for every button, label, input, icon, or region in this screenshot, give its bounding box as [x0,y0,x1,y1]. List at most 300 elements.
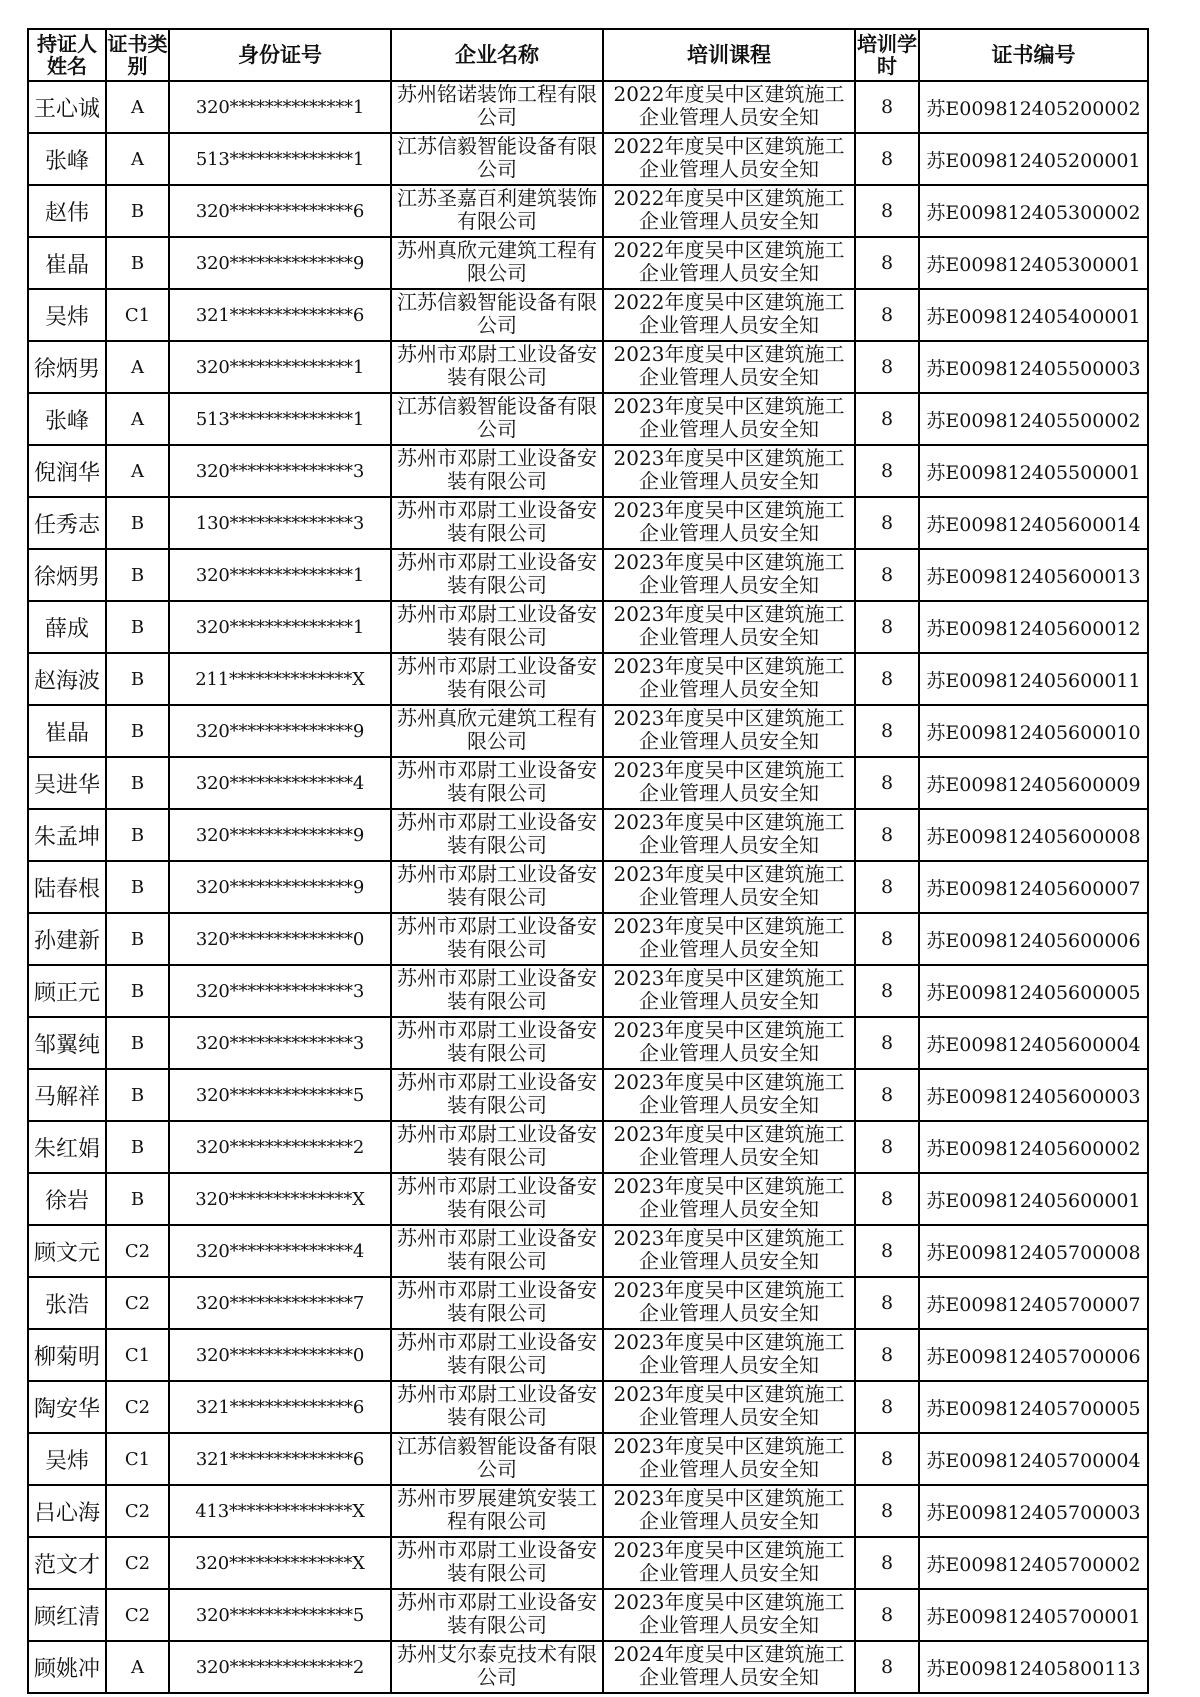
id-number-cell: 320**************5 [169,1069,391,1121]
header-row [28,29,1148,81]
holder-name-cell: 崔晶 [28,705,106,757]
course-cell [603,549,855,601]
company-cell-text: 苏州市邓尉工业设备安装有限公司 [397,966,597,1013]
cert-type-cell: B [106,601,169,653]
holder-name-cell: 朱红娟 [28,1121,106,1173]
cert-no-cell: 苏E009812405300001 [919,237,1148,289]
company-cell [391,809,603,861]
cert-no-cell: 苏E009812405600002 [919,1121,1148,1173]
cert-type-cell: B [106,861,169,913]
table-row [28,1277,1148,1329]
company-cell-text: 江苏信毅智能设备有限公司 [397,394,597,441]
cert-no-cell: 苏E009812405200002 [919,81,1148,133]
table-row [28,393,1148,445]
cert-type-cell: A [106,1641,169,1693]
id-number-cell: 320**************3 [169,445,391,497]
hours-cell: 8 [855,1433,919,1485]
cert-no-cell: 苏E009812405300002 [919,185,1148,237]
id-number-cell: 321**************6 [169,289,391,341]
id-number-cell: 320**************9 [169,861,391,913]
id-number-cell: 320**************2 [169,1121,391,1173]
id-number-cell: 320**************X [169,1537,391,1589]
table-row [28,1173,1148,1225]
hours-cell: 8 [855,1537,919,1589]
company-cell-text: 苏州艾尔泰克技术有限公司 [397,1642,597,1689]
company-cell-text: 苏州市邓尉工业设备安装有限公司 [397,342,597,389]
hours-cell: 8 [855,393,919,445]
hours-cell: 8 [855,861,919,913]
cert-no-cell: 苏E009812405600001 [919,1173,1148,1225]
cert-type-cell: C2 [106,1485,169,1537]
company-cell [391,445,603,497]
cert-type-cell: B [106,1173,169,1225]
company-cell [391,1121,603,1173]
company-cell [391,237,603,289]
table-row [28,1381,1148,1433]
holder-name-cell: 陶安华 [28,1381,106,1433]
company-cell-text: 苏州市邓尉工业设备安装有限公司 [397,758,597,805]
cert-type-cell: B [106,1069,169,1121]
course-cell [603,133,855,185]
cert-no-cell: 苏E009812405600008 [919,809,1148,861]
holder-name-cell: 顾姚冲 [28,1641,106,1693]
company-cell [391,341,603,393]
header-cert-no: 证书编号 [919,29,1148,81]
cert-type-cell: B [106,965,169,1017]
table-row [28,653,1148,705]
id-number-cell: 320**************9 [169,809,391,861]
course-cell-text: 2023年度吴中区建筑施工企业管理人员安全知 [613,1070,845,1117]
course-cell-text: 2023年度吴中区建筑施工企业管理人员安全知 [613,706,845,753]
company-cell [391,185,603,237]
table-row [28,1069,1148,1121]
course-cell-text: 2023年度吴中区建筑施工企业管理人员安全知 [613,446,845,493]
table-row [28,133,1148,185]
id-number-cell: 320**************1 [169,601,391,653]
hours-cell: 8 [855,549,919,601]
hours-cell: 8 [855,653,919,705]
holder-name-cell: 顾文元 [28,1225,106,1277]
id-number-cell: 320**************9 [169,237,391,289]
cert-type-cell: C1 [106,1329,169,1381]
cert-no-cell: 苏E009812405700008 [919,1225,1148,1277]
id-number-cell: 320**************1 [169,81,391,133]
company-cell [391,133,603,185]
holder-name-cell: 徐岩 [28,1173,106,1225]
hours-cell: 8 [855,497,919,549]
cert-type-cell: B [106,1017,169,1069]
company-cell-text: 苏州真欣元建筑工程有限公司 [397,706,597,753]
id-number-cell: 320**************4 [169,1225,391,1277]
cert-no-cell: 苏E009812405700004 [919,1433,1148,1485]
course-cell-text: 2023年度吴中区建筑施工企业管理人员安全知 [613,914,845,961]
id-number-cell: 320**************7 [169,1277,391,1329]
cert-type-cell: B [106,1121,169,1173]
company-cell-text: 苏州市邓尉工业设备安装有限公司 [397,1070,597,1117]
course-cell-text: 2023年度吴中区建筑施工企业管理人员安全知 [613,342,845,389]
holder-name-cell: 朱孟坤 [28,809,106,861]
company-cell [391,1173,603,1225]
course-cell [603,809,855,861]
course-cell-text: 2023年度吴中区建筑施工企业管理人员安全知 [613,550,845,597]
course-cell [603,601,855,653]
course-cell [603,1433,855,1485]
cert-type-cell: C2 [106,1381,169,1433]
company-cell-text: 苏州市邓尉工业设备安装有限公司 [397,1590,597,1637]
cert-no-cell: 苏E009812405700001 [919,1589,1148,1641]
id-number-cell: 320**************1 [169,341,391,393]
company-cell-text: 苏州市邓尉工业设备安装有限公司 [397,498,597,545]
cert-type-cell: A [106,133,169,185]
course-cell [603,237,855,289]
id-number-cell: 320**************3 [169,965,391,1017]
course-cell [603,1225,855,1277]
holder-name-cell: 孙建新 [28,913,106,965]
company-cell-text: 苏州市邓尉工业设备安装有限公司 [397,654,597,701]
course-cell-text: 2022年度吴中区建筑施工企业管理人员安全知 [613,134,845,181]
cert-type-cell: B [106,913,169,965]
cert-type-cell: B [106,653,169,705]
hours-cell: 8 [855,1641,919,1693]
company-cell [391,1485,603,1537]
company-cell-text: 苏州市邓尉工业设备安装有限公司 [397,550,597,597]
cert-type-cell: B [106,757,169,809]
course-cell-text: 2023年度吴中区建筑施工企业管理人员安全知 [613,758,845,805]
company-cell-text: 苏州市邓尉工业设备安装有限公司 [397,1538,597,1585]
course-cell [603,913,855,965]
cert-type-cell: B [106,185,169,237]
hours-cell: 8 [855,705,919,757]
course-cell-text: 2023年度吴中区建筑施工企业管理人员安全知 [613,810,845,857]
hours-cell: 8 [855,913,919,965]
company-cell [391,757,603,809]
course-cell-text: 2023年度吴中区建筑施工企业管理人员安全知 [613,1538,845,1585]
course-cell-text: 2022年度吴中区建筑施工企业管理人员安全知 [613,290,845,337]
cert-no-cell: 苏E009812405600011 [919,653,1148,705]
company-cell-text: 苏州铭诺装饰工程有限公司 [397,82,597,129]
holder-name-cell: 徐炳男 [28,341,106,393]
company-cell [391,1641,603,1693]
cert-no-cell: 苏E009812405600005 [919,965,1148,1017]
table-row [28,913,1148,965]
company-cell-text: 江苏信毅智能设备有限公司 [397,1434,597,1481]
course-cell-text: 2023年度吴中区建筑施工企业管理人员安全知 [613,1278,845,1325]
course-cell [603,1121,855,1173]
course-cell [603,1329,855,1381]
company-cell-text: 苏州市邓尉工业设备安装有限公司 [397,446,597,493]
hours-cell: 8 [855,1381,919,1433]
course-cell-text: 2023年度吴中区建筑施工企业管理人员安全知 [613,1486,845,1533]
cert-type-cell: C2 [106,1537,169,1589]
course-cell-text: 2023年度吴中区建筑施工企业管理人员安全知 [613,1018,845,1065]
company-cell-text: 苏州真欣元建筑工程有限公司 [397,238,597,285]
course-cell-text: 2023年度吴中区建筑施工企业管理人员安全知 [613,1434,845,1481]
course-cell [603,497,855,549]
header-course: 培训课程 [603,29,855,81]
company-cell-text: 江苏圣嘉百利建筑装饰有限公司 [397,186,597,233]
cert-no-cell: 苏E009812405700007 [919,1277,1148,1329]
cert-no-cell: 苏E009812405600014 [919,497,1148,549]
id-number-cell: 320**************0 [169,913,391,965]
company-cell [391,1537,603,1589]
company-cell [391,81,603,133]
cert-type-cell: C2 [106,1277,169,1329]
table-row [28,757,1148,809]
holder-name-cell: 任秀志 [28,497,106,549]
holder-name-cell: 张峰 [28,133,106,185]
hours-cell: 8 [855,1225,919,1277]
course-cell-text: 2023年度吴中区建筑施工企业管理人员安全知 [613,394,845,441]
table-row [28,1017,1148,1069]
cert-type-cell: A [106,81,169,133]
table-row [28,705,1148,757]
table-row [28,965,1148,1017]
table-row [28,861,1148,913]
table-row [28,1589,1148,1641]
table-row [28,185,1148,237]
course-cell-text: 2023年度吴中区建筑施工企业管理人员安全知 [613,498,845,545]
table-row [28,237,1148,289]
company-cell [391,913,603,965]
hours-cell: 8 [855,1485,919,1537]
course-cell-text: 2022年度吴中区建筑施工企业管理人员安全知 [613,238,845,285]
cert-type-cell: A [106,445,169,497]
cert-type-cell: A [106,393,169,445]
course-cell-text: 2023年度吴中区建筑施工企业管理人员安全知 [613,1122,845,1169]
table-row [28,289,1148,341]
company-cell-text: 苏州市邓尉工业设备安装有限公司 [397,602,597,649]
hours-cell: 8 [855,445,919,497]
cert-type-cell: C1 [106,1433,169,1485]
company-cell [391,1277,603,1329]
company-cell [391,861,603,913]
course-cell [603,653,855,705]
hours-cell: 8 [855,1329,919,1381]
course-cell-text: 2023年度吴中区建筑施工企业管理人员安全知 [613,1330,845,1377]
hours-cell: 8 [855,809,919,861]
holder-name-cell: 吴炜 [28,289,106,341]
cert-type-cell: C1 [106,289,169,341]
company-cell-text: 苏州市邓尉工业设备安装有限公司 [397,1382,597,1429]
table-row [28,1225,1148,1277]
holder-name-cell: 徐炳男 [28,549,106,601]
company-cell-text: 苏州市邓尉工业设备安装有限公司 [397,1018,597,1065]
holder-name-cell: 张浩 [28,1277,106,1329]
holder-name-cell: 顾正元 [28,965,106,1017]
id-number-cell: 320**************4 [169,757,391,809]
company-cell-text: 苏州市邓尉工业设备安装有限公司 [397,1174,597,1221]
hours-cell: 8 [855,289,919,341]
id-number-cell: 320**************6 [169,185,391,237]
id-number-cell: 211**************X [169,653,391,705]
id-number-cell: 513**************1 [169,133,391,185]
course-cell [603,757,855,809]
holder-name-cell: 吴进华 [28,757,106,809]
cert-no-cell: 苏E009812405700005 [919,1381,1148,1433]
course-cell-text: 2022年度吴中区建筑施工企业管理人员安全知 [613,82,845,129]
course-cell [603,1589,855,1641]
id-number-cell: 320**************3 [169,1017,391,1069]
holder-name-cell: 邹翼纯 [28,1017,106,1069]
hours-cell: 8 [855,965,919,1017]
holder-name-cell: 薛成 [28,601,106,653]
cert-no-cell: 苏E009812405700003 [919,1485,1148,1537]
company-cell [391,1069,603,1121]
course-cell [603,1277,855,1329]
hours-cell: 8 [855,1277,919,1329]
hours-cell: 8 [855,81,919,133]
id-number-cell: 320**************5 [169,1589,391,1641]
id-number-cell: 130**************3 [169,497,391,549]
course-cell-text: 2023年度吴中区建筑施工企业管理人员安全知 [613,966,845,1013]
holder-name-cell: 柳菊明 [28,1329,106,1381]
hours-cell: 8 [855,133,919,185]
cert-no-cell: 苏E009812405700006 [919,1329,1148,1381]
cert-type-cell: B [106,549,169,601]
company-cell-text: 苏州市邓尉工业设备安装有限公司 [397,1278,597,1325]
table-row [28,1641,1148,1693]
hours-cell: 8 [855,601,919,653]
course-cell [603,289,855,341]
hours-cell: 8 [855,1069,919,1121]
holder-name-cell: 吴炜 [28,1433,106,1485]
course-cell-text: 2024年度吴中区建筑施工企业管理人员安全知 [613,1642,845,1689]
company-cell [391,393,603,445]
course-cell [603,1485,855,1537]
table-row [28,601,1148,653]
course-cell [603,393,855,445]
cert-no-cell: 苏E009812405700002 [919,1537,1148,1589]
course-cell [603,1017,855,1069]
course-cell [603,705,855,757]
cert-no-cell: 苏E009812405200001 [919,133,1148,185]
company-cell [391,965,603,1017]
company-cell-text: 苏州市罗展建筑安装工程有限公司 [397,1486,597,1533]
hours-cell: 8 [855,1017,919,1069]
hours-cell: 8 [855,185,919,237]
header-id-number: 身份证号 [169,29,391,81]
cert-no-cell: 苏E009812405600004 [919,1017,1148,1069]
holder-name-cell: 陆春根 [28,861,106,913]
cert-no-cell: 苏E009812405500002 [919,393,1148,445]
company-cell [391,549,603,601]
header-cert-type: 证书类别 [106,29,169,81]
hours-cell: 8 [855,1173,919,1225]
course-cell [603,1381,855,1433]
company-cell [391,1589,603,1641]
id-number-cell: 320**************9 [169,705,391,757]
cert-no-cell: 苏E009812405400001 [919,289,1148,341]
course-cell-text: 2023年度吴中区建筑施工企业管理人员安全知 [613,1590,845,1637]
id-number-cell: 321**************6 [169,1433,391,1485]
course-cell [603,341,855,393]
course-cell [603,1641,855,1693]
hours-cell: 8 [855,237,919,289]
cert-no-cell: 苏E009812405600013 [919,549,1148,601]
cert-type-cell: B [106,237,169,289]
company-cell-text: 江苏信毅智能设备有限公司 [397,290,597,337]
course-cell [603,861,855,913]
holder-name-cell: 顾红清 [28,1589,106,1641]
course-cell [603,1069,855,1121]
holder-name-cell: 崔晶 [28,237,106,289]
certificate-table [27,28,1149,1694]
course-cell-text: 2023年度吴中区建筑施工企业管理人员安全知 [613,862,845,909]
company-cell [391,497,603,549]
course-cell-text: 2022年度吴中区建筑施工企业管理人员安全知 [613,186,845,233]
id-number-cell: 320**************0 [169,1329,391,1381]
header-hours: 培训学时 [855,29,919,81]
company-cell-text: 苏州市邓尉工业设备安装有限公司 [397,862,597,909]
holder-name-cell: 王心诚 [28,81,106,133]
company-cell-text: 苏州市邓尉工业设备安装有限公司 [397,810,597,857]
cert-no-cell: 苏E009812405600006 [919,913,1148,965]
holder-name-cell: 赵海波 [28,653,106,705]
company-cell [391,1017,603,1069]
course-cell-text: 2023年度吴中区建筑施工企业管理人员安全知 [613,1226,845,1273]
cert-no-cell: 苏E009812405600010 [919,705,1148,757]
company-cell [391,601,603,653]
company-cell-text: 江苏信毅智能设备有限公司 [397,134,597,181]
header-company: 企业名称 [391,29,603,81]
hours-cell: 8 [855,757,919,809]
company-cell [391,289,603,341]
holder-name-cell: 张峰 [28,393,106,445]
hours-cell: 8 [855,1121,919,1173]
cert-no-cell: 苏E009812405600012 [919,601,1148,653]
course-cell [603,81,855,133]
course-cell-text: 2023年度吴中区建筑施工企业管理人员安全知 [613,1382,845,1429]
course-cell [603,445,855,497]
table-row [28,1329,1148,1381]
table-row [28,81,1148,133]
table-row [28,809,1148,861]
holder-name-cell: 范文才 [28,1537,106,1589]
cert-type-cell: B [106,497,169,549]
cert-type-cell: C2 [106,1589,169,1641]
holder-name-cell: 倪润华 [28,445,106,497]
table-body [28,81,1148,1693]
table-row [28,445,1148,497]
company-cell-text: 苏州市邓尉工业设备安装有限公司 [397,1226,597,1273]
company-cell [391,1225,603,1277]
cert-type-cell: B [106,809,169,861]
id-number-cell: 413**************X [169,1485,391,1537]
cert-type-cell: B [106,705,169,757]
header-holder-name: 持证人姓名 [28,29,106,81]
course-cell-text: 2023年度吴中区建筑施工企业管理人员安全知 [613,1174,845,1221]
id-number-cell: 321**************6 [169,1381,391,1433]
table-row [28,497,1148,549]
holder-name-cell: 马解祥 [28,1069,106,1121]
table-row [28,1433,1148,1485]
id-number-cell: 320**************1 [169,549,391,601]
company-cell [391,653,603,705]
company-cell [391,1381,603,1433]
table-row [28,549,1148,601]
company-cell-text: 苏州市邓尉工业设备安装有限公司 [397,1330,597,1377]
table-row [28,1537,1148,1589]
table-row [28,1121,1148,1173]
cert-no-cell: 苏E009812405600003 [919,1069,1148,1121]
cert-no-cell: 苏E009812405500003 [919,341,1148,393]
table-row [28,1485,1148,1537]
table-row [28,341,1148,393]
id-number-cell: 320**************2 [169,1641,391,1693]
holder-name-cell: 吕心海 [28,1485,106,1537]
course-cell-text: 2023年度吴中区建筑施工企业管理人员安全知 [613,602,845,649]
holder-name-cell: 赵伟 [28,185,106,237]
